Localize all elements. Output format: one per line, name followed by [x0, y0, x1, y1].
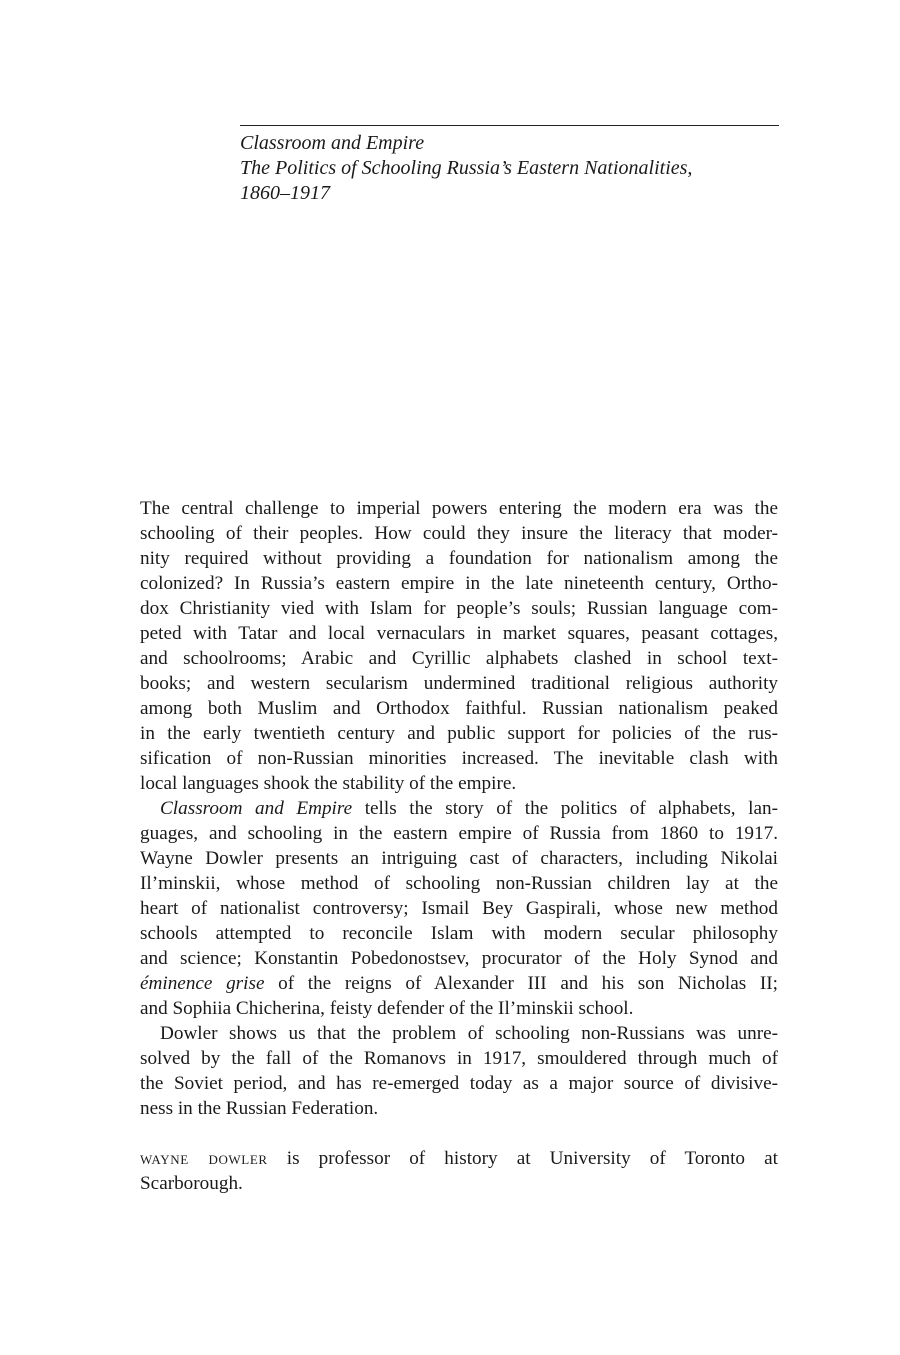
para3-line: solved by the fall of the Romanovs in 1917, smouldered through much of [140, 1048, 778, 1069]
title-block [240, 131, 780, 206]
book-subtitle-line-2: 1860–1917 [240, 182, 330, 204]
para1-line: colonized? In Russia’s eastern empire in the late nineteenth century, Ortho- [140, 573, 778, 594]
para2-line: and science; Konstantin Pobedonostsev, procurator of the Holy Synod and [140, 948, 778, 969]
para2-line-text: tells the story of the politics of alphabets, lan- [352, 798, 778, 819]
author-bio-line [140, 1146, 778, 1171]
para3-line: ness in the Russian Federation. [140, 1098, 379, 1119]
para1-line: local languages shook the stability of the empire. [140, 773, 517, 794]
para2-line: guages, and schooling in the eastern empire of Russia from 1860 to 1917. [140, 823, 778, 844]
header-rule [240, 125, 779, 126]
para2-line: schools attempted to reconcile Islam with modern secular philosophy [140, 923, 778, 944]
description-text [140, 496, 778, 1196]
para1-line: nity required without providing a foundation for nationalism among the [140, 548, 778, 569]
author-name: wayne dowler [140, 1148, 268, 1169]
para2-line: Il’minskii, whose method of schooling non-Russian children lay at the [140, 873, 778, 894]
para3-line: the Soviet period, and has re-emerged today as a major source of divisive- [140, 1073, 778, 1094]
author-bio-text: is professor of history at University of Toronto at [267, 1148, 778, 1169]
para1-line: and schoolrooms; Arabic and Cyrillic alphabets clashed in school text- [140, 648, 778, 669]
para2-line [140, 971, 778, 996]
author-bio-line: Scarborough. [140, 1173, 243, 1194]
italic-phrase: éminence grise [140, 973, 265, 994]
book-subtitle-line-1: The Politics of Schooling Russia’s Eastern Nationalities, [240, 157, 693, 179]
para1-line: in the early twentieth century and public support for policies of the rus- [140, 723, 778, 744]
para1-line: sification of non-Russian minorities increased. The inevitable clash with [140, 748, 778, 769]
para2-line [140, 796, 778, 821]
para2-line: Wayne Dowler presents an intriguing cast of characters, including Nikolai [140, 848, 778, 869]
book-title: Classroom and Empire [240, 132, 425, 154]
italic-book-title: Classroom and Empire [160, 798, 353, 819]
para1-line: dox Christianity vied with Islam for people’s souls; Russian language com- [140, 598, 778, 619]
para2-line-text: of the reigns of Alexander III and his son Nicholas II; [264, 973, 778, 994]
para1-line: The central challenge to imperial powers entering the modern era was the [140, 498, 778, 519]
para2-line: heart of nationalist controversy; Ismail Bey Gaspirali, whose new method [140, 898, 778, 919]
para3-line: Dowler shows us that the problem of schooling non-Russians was unre- [160, 1023, 778, 1044]
para1-line: peted with Tatar and local vernaculars in market squares, peasant cottages, [140, 623, 778, 644]
para1-line: books; and western secularism undermined traditional religious authority [140, 673, 778, 694]
para2-line: and Sophiia Chicherina, feisty defender of the Il’minskii school. [140, 998, 634, 1019]
section-gap [140, 1121, 778, 1146]
para1-line: among both Muslim and Orthodox faithful. Russian nationalism peaked [140, 698, 778, 719]
para1-line: schooling of their peoples. How could they insure the literacy that moder- [140, 523, 778, 544]
